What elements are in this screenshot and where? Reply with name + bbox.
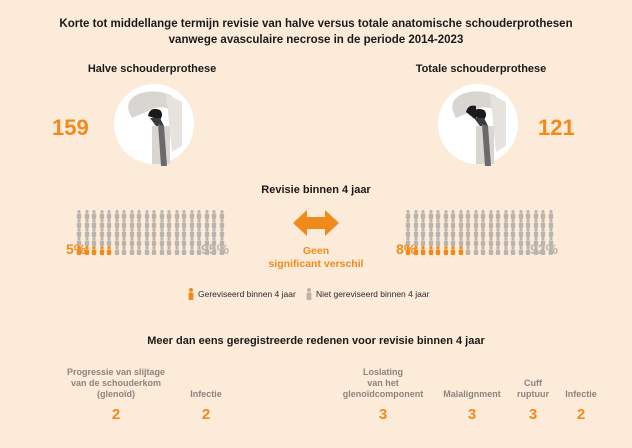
person-icon — [435, 219, 441, 228]
person-icon — [99, 237, 105, 246]
reason-label-line: van het — [367, 378, 399, 388]
person-icon — [121, 237, 127, 246]
person-icon — [548, 210, 554, 219]
shoulder-implant-icon-right — [436, 82, 518, 166]
person-icon — [405, 228, 411, 237]
person-icon — [518, 210, 524, 219]
person-icon — [189, 219, 195, 228]
person-icon — [428, 246, 434, 255]
person-icon — [465, 210, 471, 219]
person-icon — [525, 228, 531, 237]
person-icon — [473, 219, 479, 228]
revision-heading: Revisie binnen 4 jaar — [261, 184, 371, 196]
person-icon — [121, 246, 127, 255]
reason-label-line: Malalignment — [443, 389, 501, 399]
person-icon — [151, 228, 157, 237]
person-icon — [540, 219, 546, 228]
person-icon — [503, 246, 509, 255]
person-icon — [174, 210, 180, 219]
person-icon — [488, 246, 494, 255]
person-icon — [129, 219, 135, 228]
right-not-revised-pct: 92% — [530, 241, 559, 257]
person-icon — [443, 237, 449, 246]
person-icon — [129, 228, 135, 237]
person-icon — [413, 228, 419, 237]
person-icon — [136, 219, 142, 228]
person-icon — [189, 228, 195, 237]
person-icon — [420, 237, 426, 246]
reason-right-1 — [330, 367, 436, 423]
person-icon — [211, 219, 217, 228]
person-icon — [159, 210, 165, 219]
person-icon — [136, 228, 142, 237]
reason-label-line: Progressie van slijtage — [66, 367, 166, 377]
person-icon — [136, 210, 142, 219]
person-icon — [121, 228, 127, 237]
left-count: 159 — [52, 115, 89, 140]
person-icon — [106, 246, 112, 255]
comparison-label — [250, 245, 382, 271]
person-icon — [495, 219, 501, 228]
title-line-1: Korte tot middellange termijn revisie van halve versus totale anatomische schouderprothesen — [59, 18, 573, 30]
person-icon — [106, 237, 112, 246]
person-icon — [151, 219, 157, 228]
person-icon — [219, 210, 225, 219]
comparison-line-1: Geen — [302, 245, 330, 257]
person-icon — [99, 246, 105, 255]
person-icon — [129, 210, 135, 219]
person-icon — [458, 237, 464, 246]
person-icon — [151, 210, 157, 219]
left-heading: Halve schouderprothese — [87, 63, 217, 75]
person-icon — [428, 210, 434, 219]
reason-right-3 — [510, 367, 556, 423]
person-icon — [533, 219, 539, 228]
person-icon — [91, 237, 97, 246]
person-icon — [144, 219, 150, 228]
person-icon — [99, 219, 105, 228]
person-icon — [121, 210, 127, 219]
reason-label-line: van de schouderkom — [70, 378, 162, 388]
person-icon — [548, 219, 554, 228]
person-icon — [181, 210, 187, 219]
person-icon — [435, 228, 441, 237]
reason-label-line: Cuff — [524, 378, 542, 388]
person-icon — [196, 228, 202, 237]
person-icon — [181, 237, 187, 246]
right-heading: Totale schouderprothese — [415, 63, 547, 75]
person-icon — [443, 210, 449, 219]
person-icon — [219, 228, 225, 237]
reason-right-4 — [556, 367, 606, 423]
person-icon — [428, 237, 434, 246]
right-revised-pct: 8% — [396, 241, 417, 257]
person-icon — [443, 246, 449, 255]
person-icon — [533, 228, 539, 237]
person-icon — [151, 237, 157, 246]
person-icon — [76, 228, 82, 237]
person-icon — [488, 219, 494, 228]
person-icon — [84, 228, 90, 237]
person-icon — [91, 228, 97, 237]
person-icon — [503, 228, 509, 237]
person-icon — [166, 237, 172, 246]
legend-not-revised-label: Niet gereviseerd binnen 4 jaar — [316, 289, 430, 299]
person-icon — [106, 228, 112, 237]
person-icon — [159, 237, 165, 246]
reason-label-line: Infectie — [190, 389, 222, 399]
person-icon — [204, 228, 210, 237]
person-icon — [488, 237, 494, 246]
person-icon — [106, 210, 112, 219]
person-icon — [129, 237, 135, 246]
person-icon — [144, 210, 150, 219]
person-icon — [510, 246, 516, 255]
person-icon — [435, 210, 441, 219]
person-icon — [465, 219, 471, 228]
person-icon — [306, 288, 312, 300]
person-icon — [473, 210, 479, 219]
person-icon — [166, 210, 172, 219]
person-icon — [518, 219, 524, 228]
person-icon — [84, 219, 90, 228]
person-icon — [174, 219, 180, 228]
person-icon — [159, 246, 165, 255]
person-icon — [518, 237, 524, 246]
person-icon — [428, 228, 434, 237]
reasons-heading: Meer dan eens geregistreerde redenen voor revisie binnen 4 jaar — [147, 335, 485, 347]
person-icon — [525, 219, 531, 228]
person-icon — [510, 237, 516, 246]
person-icon — [458, 210, 464, 219]
person-icon — [174, 228, 180, 237]
reason-label-line: Loslating — [363, 367, 403, 377]
person-icon — [91, 210, 97, 219]
person-icon — [159, 228, 165, 237]
person-icon — [465, 228, 471, 237]
person-icon — [204, 210, 210, 219]
person-icon — [450, 246, 456, 255]
person-icon — [435, 237, 441, 246]
person-icon — [84, 210, 90, 219]
person-icon — [450, 237, 456, 246]
person-icon — [473, 237, 479, 246]
person-icon — [473, 228, 479, 237]
shoulder-implant-icon-left — [112, 82, 194, 166]
person-icon — [450, 210, 456, 219]
person-icon — [181, 246, 187, 255]
person-icon — [189, 246, 195, 255]
title-line-2: vanwege avasculaire necrose in de periode 2014-2023 — [168, 34, 464, 46]
person-icon — [548, 228, 554, 237]
person-icon — [495, 237, 501, 246]
person-icon — [121, 219, 127, 228]
person-icon — [174, 237, 180, 246]
person-icon — [196, 210, 202, 219]
person-icon — [443, 219, 449, 228]
person-icon — [488, 228, 494, 237]
person-icon — [510, 228, 516, 237]
person-icon — [189, 210, 195, 219]
person-icon — [540, 210, 546, 219]
person-icon — [495, 210, 501, 219]
person-icon — [510, 210, 516, 219]
person-icon — [211, 228, 217, 237]
person-icon — [196, 219, 202, 228]
person-icon — [144, 237, 150, 246]
person-icon — [114, 219, 120, 228]
person-icon — [136, 237, 142, 246]
reason-value: 3 — [467, 406, 477, 423]
person-icon — [450, 219, 456, 228]
person-icon — [518, 246, 524, 255]
person-icon — [174, 246, 180, 255]
person-icon — [114, 210, 120, 219]
person-icon — [114, 237, 120, 246]
person-icon — [144, 246, 150, 255]
person-icon — [420, 210, 426, 219]
reason-value: 3 — [378, 406, 388, 423]
person-icon — [480, 228, 486, 237]
page-title — [0, 16, 632, 48]
person-icon — [435, 246, 441, 255]
person-icon — [525, 210, 531, 219]
person-icon — [480, 219, 486, 228]
person-icon — [91, 219, 97, 228]
person-icon — [129, 246, 135, 255]
person-icon — [480, 237, 486, 246]
reason-left-2 — [176, 367, 236, 423]
person-icon — [166, 219, 172, 228]
double-arrow-icon — [293, 209, 339, 237]
person-icon — [159, 219, 165, 228]
person-icon — [458, 219, 464, 228]
person-icon — [405, 210, 411, 219]
person-icon — [114, 246, 120, 255]
right-count: 121 — [538, 115, 575, 140]
left-not-revised-pct: 95% — [201, 241, 230, 257]
person-icon — [533, 210, 539, 219]
legend-revised — [188, 288, 296, 300]
person-icon — [91, 246, 97, 255]
reason-value: 3 — [528, 406, 538, 423]
person-icon — [76, 219, 82, 228]
person-icon — [219, 219, 225, 228]
person-icon — [540, 228, 546, 237]
legend-revised-label: Gereviseerd binnen 4 jaar — [198, 289, 296, 299]
person-icon — [405, 219, 411, 228]
person-icon — [503, 237, 509, 246]
reason-left-1 — [56, 367, 176, 423]
person-icon — [166, 228, 172, 237]
person-icon — [181, 228, 187, 237]
person-icon — [503, 210, 509, 219]
person-icon — [458, 246, 464, 255]
reason-label-line: glenoïdcomponent — [342, 389, 424, 399]
reason-value: 2 — [576, 406, 586, 423]
left-revised-pct: 5% — [66, 241, 87, 257]
person-icon — [465, 237, 471, 246]
person-icon — [428, 219, 434, 228]
person-icon — [420, 228, 426, 237]
person-icon — [204, 219, 210, 228]
person-icon — [473, 246, 479, 255]
reason-value: 2 — [201, 406, 211, 423]
person-icon — [420, 219, 426, 228]
reason-value: 2 — [111, 406, 121, 423]
person-icon — [188, 288, 194, 300]
person-icon — [106, 219, 112, 228]
person-icon — [495, 246, 501, 255]
person-icon — [99, 210, 105, 219]
legend-not-revised — [306, 288, 429, 300]
person-icon — [465, 246, 471, 255]
person-icon — [450, 228, 456, 237]
reason-label-line: ruptuur — [517, 389, 549, 399]
person-icon — [443, 228, 449, 237]
person-icon — [136, 246, 142, 255]
person-icon — [518, 228, 524, 237]
person-icon — [166, 246, 172, 255]
person-icon — [181, 219, 187, 228]
person-icon — [480, 246, 486, 255]
person-icon — [420, 246, 426, 255]
reason-label-line: Infectie — [565, 389, 597, 399]
person-icon — [413, 210, 419, 219]
person-icon — [503, 219, 509, 228]
person-icon — [413, 219, 419, 228]
person-icon — [189, 237, 195, 246]
person-icon — [510, 219, 516, 228]
person-icon — [211, 210, 217, 219]
person-icon — [76, 210, 82, 219]
comparison-line-2: significant verschil — [268, 258, 364, 270]
person-icon — [151, 246, 157, 255]
person-icon — [114, 228, 120, 237]
reason-right-2 — [436, 367, 508, 423]
person-icon — [480, 210, 486, 219]
person-icon — [488, 210, 494, 219]
reason-label-line: (glenoïd) — [97, 389, 135, 399]
person-icon — [495, 228, 501, 237]
person-icon — [458, 228, 464, 237]
person-icon — [99, 228, 105, 237]
person-icon — [144, 228, 150, 237]
